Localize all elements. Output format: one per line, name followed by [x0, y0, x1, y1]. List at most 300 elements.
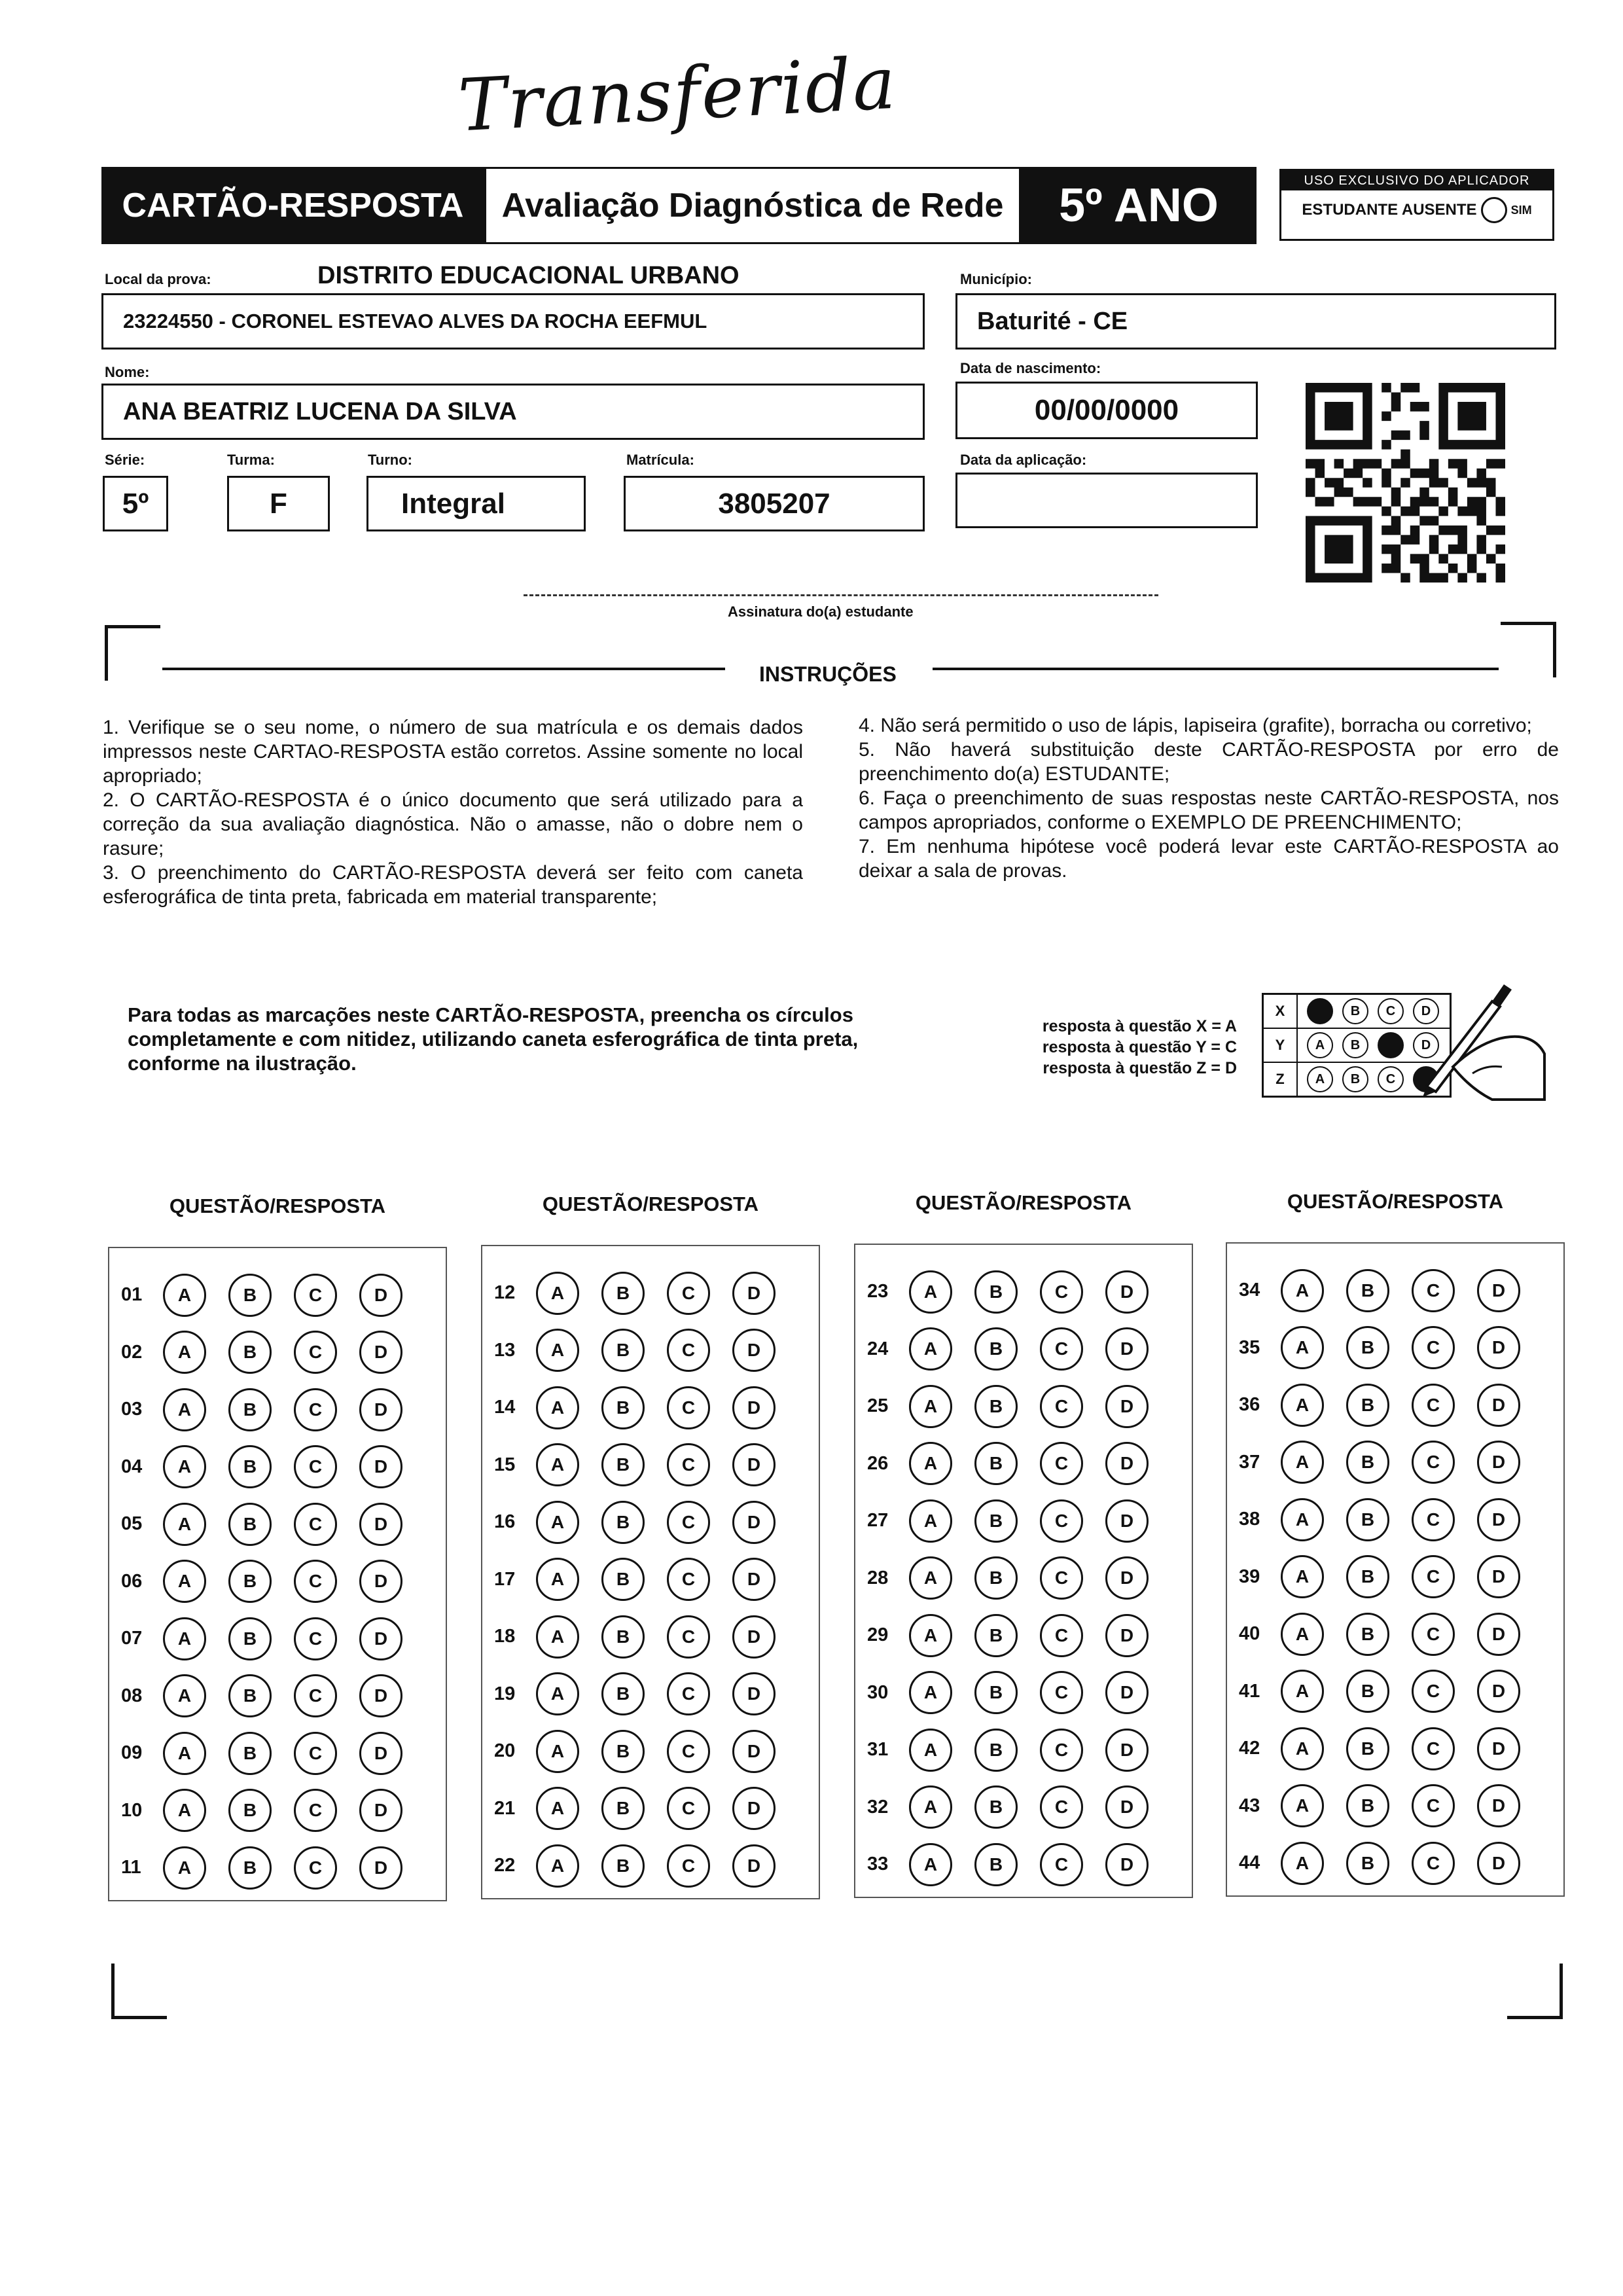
answer-bubble[interactable]: C: [294, 1560, 337, 1603]
question-row: [1227, 1491, 1563, 1548]
answer-bubble[interactable]: B: [974, 1671, 1018, 1714]
answer-bubble[interactable]: C: [1040, 1614, 1083, 1657]
answer-bubble[interactable]: A: [536, 1672, 579, 1715]
answer-bubble[interactable]: C: [294, 1674, 337, 1717]
answer-bubble[interactable]: C: [1412, 1613, 1455, 1656]
example-bubble: D: [1413, 998, 1439, 1024]
answer-bubble[interactable]: A: [909, 1729, 952, 1772]
question-column: [108, 1247, 447, 1901]
question-number: 38: [1239, 1509, 1260, 1530]
question-column: [854, 1244, 1193, 1898]
example-row-label: Y: [1264, 1029, 1298, 1062]
question-row: [482, 1322, 819, 1379]
example-legend-x: resposta à questão X = A: [1042, 1017, 1237, 1035]
answer-bubble[interactable]: A: [536, 1386, 579, 1429]
matricula-value: 3805207: [718, 487, 830, 520]
question-number: 15: [494, 1454, 516, 1475]
question-row: [1227, 1262, 1563, 1319]
answer-bubble[interactable]: C: [1412, 1498, 1455, 1541]
question-row: [855, 1607, 1192, 1664]
answer-bubble[interactable]: B: [228, 1846, 272, 1890]
question-row: [1227, 1376, 1563, 1433]
answer-bubble[interactable]: B: [601, 1787, 645, 1830]
answer-bubble[interactable]: D: [1477, 1670, 1520, 1713]
question-row: [109, 1324, 446, 1381]
answer-bubble[interactable]: B: [228, 1274, 272, 1317]
answer-bubble[interactable]: B: [228, 1503, 272, 1546]
local-value: DISTRITO EDUCACIONAL URBANO: [317, 262, 740, 289]
question-row: [109, 1725, 446, 1782]
answer-bubble[interactable]: C: [1040, 1729, 1083, 1772]
answer-bubble[interactable]: A: [909, 1385, 952, 1428]
answer-bubble[interactable]: C: [294, 1732, 337, 1775]
answer-bubble[interactable]: B: [974, 1729, 1018, 1772]
answer-bubble[interactable]: B: [228, 1617, 272, 1660]
answer-bubble[interactable]: B: [974, 1785, 1018, 1829]
answer-bubble[interactable]: A: [909, 1785, 952, 1829]
answer-bubble[interactable]: D: [1477, 1727, 1520, 1770]
question-row: [482, 1837, 819, 1894]
answer-bubble[interactable]: B: [1346, 1727, 1389, 1770]
answer-bubble[interactable]: D: [732, 1844, 776, 1888]
answer-bubble[interactable]: C: [1412, 1384, 1455, 1427]
answer-bubble[interactable]: C: [667, 1844, 710, 1888]
column-title: QUESTÃO/RESPOSTA: [169, 1194, 386, 1217]
answer-bubble[interactable]: D: [1105, 1729, 1149, 1772]
question-number: 11: [121, 1857, 141, 1878]
grade-badge: [1021, 167, 1257, 244]
question-row: [109, 1839, 446, 1896]
answer-bubble[interactable]: B: [974, 1499, 1018, 1543]
answer-bubble[interactable]: A: [163, 1560, 206, 1603]
answer-bubble[interactable]: D: [1105, 1556, 1149, 1600]
example-bubble: A: [1307, 1032, 1333, 1058]
answer-bubble[interactable]: B: [228, 1560, 272, 1603]
answer-bubble[interactable]: B: [1346, 1384, 1389, 1427]
exam-title: [484, 167, 1021, 244]
answer-bubble[interactable]: C: [1412, 1842, 1455, 1885]
answer-bubble[interactable]: D: [359, 1388, 402, 1431]
turno-value: Integral: [401, 487, 505, 520]
question-row: [482, 1437, 819, 1494]
answer-bubble[interactable]: C: [1040, 1556, 1083, 1600]
aplicacao-label: Data da aplicação:: [960, 452, 1087, 468]
instruction-5: 5. Não haverá substituição deste CARTÃO-RESPOSTA por erro de preenchimento do(a) ESTUDANTE;: [859, 739, 1559, 785]
answer-bubble[interactable]: C: [294, 1388, 337, 1431]
absent-yes-label: SIM: [1510, 203, 1532, 217]
answer-bubble[interactable]: D: [359, 1846, 402, 1890]
answer-bubble[interactable]: B: [974, 1556, 1018, 1600]
question-column: [481, 1245, 820, 1899]
answer-bubble[interactable]: B: [601, 1730, 645, 1773]
question-row: [855, 1550, 1192, 1607]
question-number: 33: [867, 1854, 889, 1874]
example-row-label: X: [1264, 995, 1298, 1028]
answer-bubble[interactable]: D: [359, 1560, 402, 1603]
question-number: 43: [1239, 1795, 1260, 1816]
question-row: [109, 1782, 446, 1839]
turma-value: F: [270, 487, 287, 520]
answer-bubble[interactable]: C: [294, 1445, 337, 1488]
answer-bubble[interactable]: D: [732, 1329, 776, 1372]
answer-bubble[interactable]: C: [294, 1274, 337, 1317]
answer-bubble[interactable]: D: [1105, 1385, 1149, 1428]
applicator-title: USO EXCLUSIVO DO APLICADOR: [1281, 171, 1552, 190]
answer-bubble[interactable]: C: [294, 1789, 337, 1832]
answer-bubble[interactable]: A: [536, 1501, 579, 1544]
answer-bubble[interactable]: D: [359, 1732, 402, 1775]
question-number: 09: [121, 1742, 143, 1763]
answer-bubble[interactable]: C: [1040, 1499, 1083, 1543]
answer-bubble[interactable]: D: [1105, 1671, 1149, 1714]
nome-value: ANA BEATRIZ LUCENA DA SILVA: [123, 397, 517, 425]
answer-bubble[interactable]: A: [536, 1329, 579, 1372]
question-number: 42: [1239, 1738, 1260, 1759]
answer-bubble[interactable]: A: [1281, 1441, 1324, 1484]
answer-bubble[interactable]: D: [359, 1789, 402, 1832]
answer-bubble[interactable]: D: [732, 1672, 776, 1715]
question-number: 39: [1239, 1566, 1260, 1587]
answer-bubble[interactable]: D: [732, 1730, 776, 1773]
answer-bubble[interactable]: C: [294, 1503, 337, 1546]
instruction-7: 7. Em nenhuma hipótese você poderá levar este CARTÃO-RESPOSTA ao deixar a sala de provas.: [859, 836, 1559, 882]
nome-field: [101, 384, 925, 440]
answer-bubble[interactable]: C: [294, 1331, 337, 1374]
answer-bubble[interactable]: B: [601, 1672, 645, 1715]
answer-bubble[interactable]: C: [294, 1617, 337, 1660]
answer-bubble[interactable]: C: [1040, 1843, 1083, 1886]
answer-bubble[interactable]: A: [1281, 1784, 1324, 1827]
question-column: [1226, 1242, 1565, 1897]
answer-bubble[interactable]: D: [359, 1445, 402, 1488]
question-number: 26: [867, 1452, 889, 1474]
answer-bubble[interactable]: D: [732, 1615, 776, 1659]
question-number: 30: [867, 1681, 889, 1703]
answer-bubble[interactable]: A: [536, 1730, 579, 1773]
question-number: 19: [494, 1683, 516, 1704]
question-row: [1227, 1319, 1563, 1376]
answer-bubble[interactable]: B: [228, 1388, 272, 1431]
answer-bubble[interactable]: B: [1346, 1613, 1389, 1656]
absent-label: ESTUDANTE AUSENTE: [1302, 201, 1477, 219]
answer-bubble[interactable]: A: [909, 1556, 952, 1600]
answer-bubble[interactable]: D: [359, 1617, 402, 1660]
answer-bubble[interactable]: C: [1040, 1385, 1083, 1428]
answer-bubble[interactable]: D: [359, 1274, 402, 1317]
school-value: 23224550 - CORONEL ESTEVAO ALVES DA ROCHA EEFMUL: [123, 310, 707, 332]
answer-bubble[interactable]: D: [1105, 1327, 1149, 1371]
answer-bubble[interactable]: A: [163, 1789, 206, 1832]
answer-bubble[interactable]: A: [909, 1327, 952, 1371]
answer-bubble[interactable]: C: [294, 1846, 337, 1890]
matricula-field: [624, 476, 925, 531]
answer-bubble[interactable]: D: [359, 1674, 402, 1717]
aplicacao-field: [955, 473, 1258, 528]
answer-bubble[interactable]: A: [1281, 1727, 1324, 1770]
answer-bubble[interactable]: C: [1412, 1727, 1455, 1770]
example-text: Para todas as marcações neste CARTÃO-RESPOSTA, preencha os círculos completamente e com nitidez, utilizando caneta esferográfica de tinta preta, conforme na ilustração.: [128, 1003, 859, 1075]
answer-bubble[interactable]: B: [228, 1674, 272, 1717]
answer-bubble[interactable]: D: [1105, 1614, 1149, 1657]
answer-bubble[interactable]: C: [667, 1272, 710, 1315]
question-row: [482, 1265, 819, 1321]
answer-bubble[interactable]: D: [1105, 1442, 1149, 1485]
answer-bubble[interactable]: B: [601, 1443, 645, 1486]
turma-label: Turma:: [227, 452, 275, 468]
answer-bubble[interactable]: B: [974, 1385, 1018, 1428]
question-row: [1227, 1835, 1563, 1892]
answer-bubble[interactable]: B: [228, 1331, 272, 1374]
answer-bubble[interactable]: A: [1281, 1670, 1324, 1713]
question-number: 44: [1239, 1852, 1260, 1873]
answer-bubble[interactable]: A: [909, 1442, 952, 1485]
answer-bubble[interactable]: D: [732, 1443, 776, 1486]
answer-bubble[interactable]: D: [1477, 1613, 1520, 1656]
instructions-rule-right: [933, 668, 1499, 670]
answer-bubble[interactable]: A: [163, 1617, 206, 1660]
answer-bubble[interactable]: B: [601, 1615, 645, 1659]
question-number: 04: [121, 1456, 143, 1477]
answer-bubble[interactable]: C: [667, 1730, 710, 1773]
answer-bubble[interactable]: B: [974, 1442, 1018, 1485]
answer-bubble[interactable]: C: [1412, 1326, 1455, 1369]
answer-bubble[interactable]: C: [1412, 1784, 1455, 1827]
answer-bubble[interactable]: D: [359, 1331, 402, 1374]
card-title: [101, 167, 484, 244]
answer-bubble[interactable]: C: [667, 1443, 710, 1486]
answer-bubble[interactable]: D: [1477, 1842, 1520, 1885]
answer-bubble[interactable]: D: [1105, 1499, 1149, 1543]
question-row: [482, 1723, 819, 1780]
pen-hand-icon: [1414, 975, 1551, 1106]
answer-bubble[interactable]: C: [667, 1615, 710, 1659]
question-number: 21: [494, 1797, 516, 1819]
answer-bubble[interactable]: B: [974, 1270, 1018, 1314]
answer-bubble[interactable]: A: [536, 1558, 579, 1601]
question-row: [109, 1266, 446, 1323]
answer-bubble[interactable]: A: [163, 1445, 206, 1488]
handwritten-note: Transferida: [456, 41, 899, 148]
question-number: 31: [867, 1739, 889, 1760]
answer-bubble[interactable]: B: [1346, 1670, 1389, 1713]
answer-bubble[interactable]: A: [909, 1270, 952, 1314]
answer-bubble[interactable]: A: [1281, 1269, 1324, 1312]
answer-bubble[interactable]: B: [1346, 1326, 1389, 1369]
question-row: [855, 1321, 1192, 1378]
answer-bubble[interactable]: B: [974, 1614, 1018, 1657]
example-legend: [969, 1016, 1237, 1079]
answer-bubble[interactable]: C: [667, 1672, 710, 1715]
answer-bubble[interactable]: B: [1346, 1269, 1389, 1312]
answer-bubble[interactable]: B: [974, 1843, 1018, 1886]
answer-bubble[interactable]: A: [536, 1272, 579, 1315]
question-row: [109, 1553, 446, 1610]
answer-bubble[interactable]: D: [732, 1558, 776, 1601]
answer-bubble[interactable]: B: [601, 1501, 645, 1544]
answer-bubble[interactable]: C: [667, 1787, 710, 1830]
answer-bubble[interactable]: B: [228, 1789, 272, 1832]
answer-bubble[interactable]: D: [359, 1503, 402, 1546]
answer-bubble[interactable]: A: [1281, 1384, 1324, 1427]
question-number: 05: [121, 1513, 143, 1534]
instruction-6: 6. Faça o preenchimento de suas respostas neste CARTÃO-RESPOSTA, nos campos apropriados, conforme o EXEMPLO DE PREENCHIMENTO;: [859, 787, 1559, 833]
answer-bubble[interactable]: B: [601, 1329, 645, 1372]
answer-bubble[interactable]: C: [667, 1386, 710, 1429]
turno-label: Turno:: [368, 452, 413, 468]
answer-bubble[interactable]: A: [1281, 1498, 1324, 1541]
answer-bubble[interactable]: C: [667, 1501, 710, 1544]
instructions-title: INSTRUÇÕES: [759, 662, 897, 686]
example-bubble: C: [1378, 1066, 1404, 1092]
answer-bubble[interactable]: A: [163, 1674, 206, 1717]
question-number: 25: [867, 1395, 889, 1416]
question-row: [855, 1378, 1192, 1435]
answer-bubble[interactable]: A: [909, 1499, 952, 1543]
question-number: 08: [121, 1685, 143, 1706]
answer-bubble[interactable]: B: [1346, 1555, 1389, 1598]
question-number: 12: [494, 1282, 516, 1303]
answer-bubble[interactable]: C: [1040, 1442, 1083, 1485]
question-row: [855, 1721, 1192, 1778]
question-row: [855, 1664, 1192, 1721]
answer-bubble[interactable]: B: [601, 1844, 645, 1888]
question-row: [482, 1608, 819, 1665]
answer-bubble[interactable]: A: [163, 1388, 206, 1431]
municipio-label: Município:: [960, 271, 1032, 287]
question-row: [855, 1435, 1192, 1492]
answer-bubble[interactable]: D: [732, 1501, 776, 1544]
answer-bubble[interactable]: D: [1477, 1441, 1520, 1484]
example-bubble: C: [1378, 998, 1404, 1024]
answer-bubble[interactable]: D: [1477, 1498, 1520, 1541]
answer-bubble[interactable]: D: [1477, 1326, 1520, 1369]
question-row: [1227, 1549, 1563, 1605]
answer-bubble[interactable]: D: [1105, 1785, 1149, 1829]
serie-value: 5º: [122, 487, 149, 520]
absent-bubble[interactable]: [1481, 197, 1507, 223]
answer-bubble[interactable]: A: [909, 1614, 952, 1657]
question-row: [1227, 1434, 1563, 1491]
column-title: QUESTÃO/RESPOSTA: [915, 1191, 1132, 1214]
answer-bubble[interactable]: C: [1040, 1270, 1083, 1314]
instructions-rule-left: [162, 668, 725, 670]
question-number: 01: [121, 1284, 143, 1305]
question-number: 17: [494, 1568, 516, 1590]
answer-bubble[interactable]: A: [163, 1503, 206, 1546]
question-number: 16: [494, 1511, 516, 1532]
answer-bubble[interactable]: C: [1412, 1670, 1455, 1713]
answer-bubble[interactable]: D: [1477, 1384, 1520, 1427]
answer-bubble[interactable]: C: [1040, 1327, 1083, 1371]
signature-line: [524, 594, 1158, 596]
answer-bubble[interactable]: D: [732, 1787, 776, 1830]
answer-bubble[interactable]: A: [1281, 1842, 1324, 1885]
answer-bubble[interactable]: D: [1105, 1843, 1149, 1886]
corner-mark-top-right: [1501, 622, 1556, 677]
question-row: [109, 1381, 446, 1438]
answer-bubble[interactable]: A: [1281, 1555, 1324, 1598]
question-row: [855, 1263, 1192, 1320]
instruction-4: 4. Não será permitido o uso de lápis, lapiseira (grafite), borracha ou corretivo;: [859, 715, 1532, 736]
question-number: 34: [1239, 1280, 1260, 1300]
answer-bubble[interactable]: A: [536, 1787, 579, 1830]
question-row: [482, 1551, 819, 1608]
example-legend-y: resposta à questão Y = C: [1042, 1038, 1237, 1056]
answer-bubble[interactable]: A: [536, 1615, 579, 1659]
question-row: [1227, 1778, 1563, 1835]
example-bubble: B: [1342, 1032, 1368, 1058]
answer-bubble[interactable]: A: [163, 1331, 206, 1374]
answer-bubble[interactable]: D: [1105, 1270, 1149, 1314]
answer-bubble[interactable]: A: [163, 1846, 206, 1890]
answer-bubble[interactable]: C: [667, 1558, 710, 1601]
question-number: 03: [121, 1399, 143, 1420]
question-number: 41: [1239, 1680, 1260, 1702]
answer-bubble[interactable]: D: [1477, 1784, 1520, 1827]
municipio-value: Baturité - CE: [977, 307, 1128, 335]
question-row: [855, 1779, 1192, 1836]
absent-row: [1281, 190, 1552, 230]
answer-bubble[interactable]: C: [667, 1329, 710, 1372]
answer-bubble[interactable]: C: [1040, 1671, 1083, 1714]
corner-mark-bottom-left: [111, 1964, 167, 2019]
card-title-text: CARTÃO-RESPOSTA: [122, 187, 464, 224]
nascimento-field: [955, 382, 1258, 439]
answer-bubble[interactable]: A: [163, 1732, 206, 1775]
answer-bubble[interactable]: B: [601, 1558, 645, 1601]
answer-bubble[interactable]: C: [1040, 1785, 1083, 1829]
answer-bubble[interactable]: A: [536, 1844, 579, 1888]
instructions-right: [859, 713, 1559, 883]
example-bubble-filled: [1307, 998, 1333, 1024]
question-row: [482, 1666, 819, 1723]
answer-bubble[interactable]: A: [909, 1843, 952, 1886]
answer-bubble[interactable]: C: [1412, 1441, 1455, 1484]
answer-bubble[interactable]: C: [1412, 1555, 1455, 1598]
nome-label: Nome:: [105, 364, 150, 380]
answer-bubble[interactable]: C: [1412, 1269, 1455, 1312]
answer-bubble[interactable]: B: [1346, 1784, 1389, 1827]
answer-bubble[interactable]: D: [732, 1272, 776, 1315]
matricula-label: Matrícula:: [626, 452, 694, 468]
answer-bubble[interactable]: A: [163, 1274, 206, 1317]
answer-bubble[interactable]: A: [909, 1671, 952, 1714]
signature-label: Assinatura do(a) estudante: [728, 603, 914, 620]
serie-field: [103, 476, 168, 531]
answer-bubble[interactable]: B: [1346, 1498, 1389, 1541]
answer-bubble[interactable]: B: [601, 1272, 645, 1315]
answer-bubble[interactable]: B: [228, 1732, 272, 1775]
question-row: [1227, 1663, 1563, 1720]
answer-bubble[interactable]: A: [1281, 1326, 1324, 1369]
answer-bubble[interactable]: B: [228, 1445, 272, 1488]
question-row: [855, 1836, 1192, 1893]
answer-bubble[interactable]: A: [1281, 1613, 1324, 1656]
answer-bubble[interactable]: A: [536, 1443, 579, 1486]
question-number: 35: [1239, 1336, 1260, 1358]
answer-bubble[interactable]: B: [1346, 1441, 1389, 1484]
answer-bubble[interactable]: B: [1346, 1842, 1389, 1885]
answer-bubble[interactable]: D: [732, 1386, 776, 1429]
question-row: [109, 1610, 446, 1667]
example-bubble: B: [1342, 998, 1368, 1024]
question-number: 18: [494, 1626, 516, 1647]
answer-bubble[interactable]: B: [974, 1327, 1018, 1371]
answer-bubble[interactable]: D: [1477, 1269, 1520, 1312]
answer-bubble[interactable]: D: [1477, 1555, 1520, 1598]
answer-bubble[interactable]: B: [601, 1386, 645, 1429]
example-bubble: A: [1307, 1066, 1333, 1092]
